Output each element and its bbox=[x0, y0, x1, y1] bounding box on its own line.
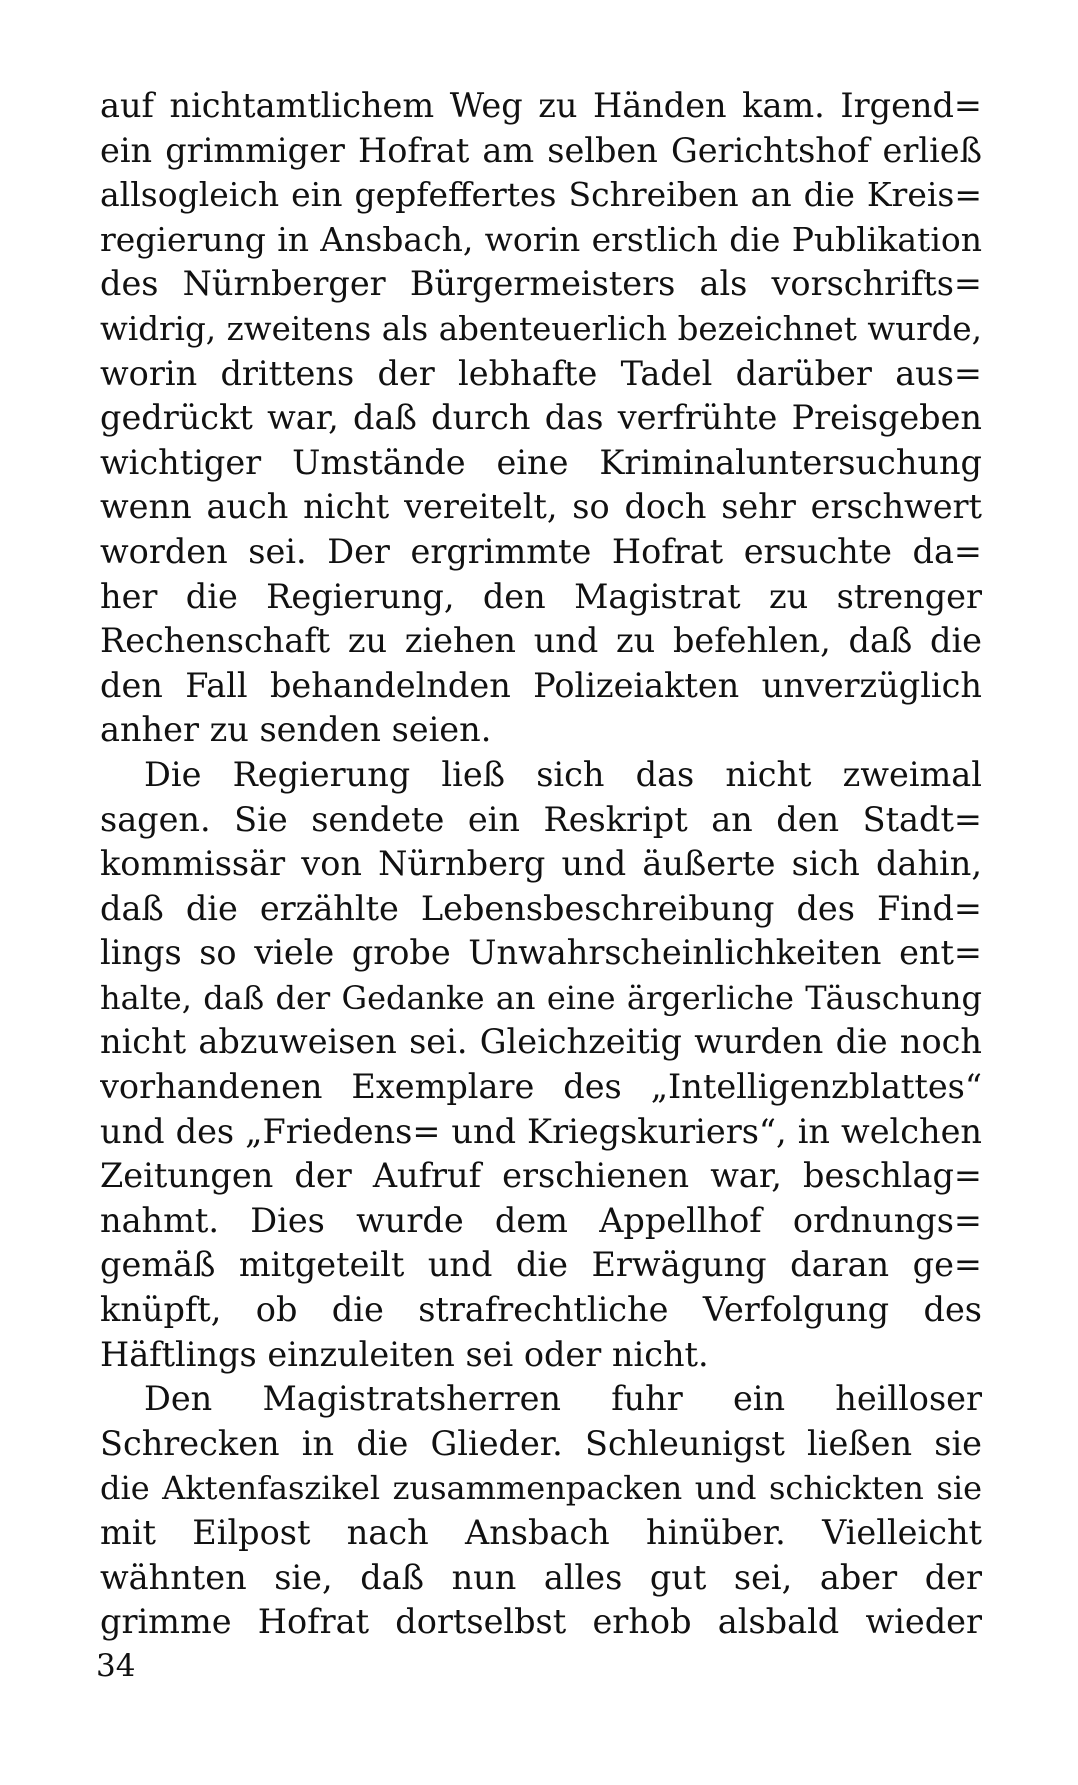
text-line: wichtiger Umstände eine Kriminaluntersuchung bbox=[100, 442, 982, 482]
paragraph-2 bbox=[100, 753, 982, 1377]
text-line: worden sei. Der ergrimmte Hofrat ersuchte da= bbox=[100, 531, 982, 571]
text-line: knüpft, ob die strafrechtliche Verfolgung des bbox=[100, 1290, 982, 1330]
text-line: grimme Hofrat dortselbst erhob alsbald wieder bbox=[100, 1602, 982, 1642]
text-line: her die Regierung, den Magistrat zu strenger bbox=[100, 576, 982, 616]
text-line: sagen. Sie sendete ein Reskript an den Stadt= bbox=[100, 799, 982, 839]
text-line: daß die erzählte Lebensbeschreibung des Find= bbox=[100, 888, 982, 928]
text-line: kommissär von Nürnberg und äußerte sich dahin, bbox=[100, 844, 982, 884]
text-line: gemäß mitgeteilt und die Erwägung daran ge= bbox=[100, 1245, 982, 1285]
text-line: des Nürnberger Bürgermeisters als vorschrifts= bbox=[100, 264, 982, 304]
text-line: Den Magistratsherren fuhr ein heilloser bbox=[144, 1379, 982, 1419]
text-line: Rechenschaft zu ziehen und zu befehlen, daß die bbox=[100, 621, 982, 661]
text-line: anher zu senden seien. bbox=[100, 710, 492, 750]
text-line: die Aktenfaszikel zusammenpacken und schickten sie bbox=[100, 1469, 982, 1508]
text-line: den Fall behandelnden Polizeiakten unverzüglich bbox=[100, 665, 982, 705]
text-line: nahmt. Dies wurde dem Appellhof ordnungs= bbox=[100, 1200, 982, 1240]
text-line: Zeitungen der Aufruf erschienen war, beschlag= bbox=[100, 1156, 982, 1196]
text-line: allsogleich ein gepfeffertes Schreiben an die Kreis= bbox=[100, 175, 982, 215]
text-line: halte, daß der Gedanke an eine ärgerliche Täuschung bbox=[100, 978, 982, 1017]
text-line: wenn auch nicht vereitelt, so doch sehr erschwert bbox=[100, 487, 982, 527]
text-line: wähnten sie, daß nun alles gut sei, aber der bbox=[100, 1557, 982, 1597]
text-line: regierung in Ansbach, worin erstlich die Publikation bbox=[100, 219, 982, 259]
text-line: ein grimmiger Hofrat am selben Gerichtshof erließ bbox=[100, 130, 982, 170]
text-line: auf nichtamtlichem Weg zu Händen kam. Irgend= bbox=[100, 86, 982, 125]
page-number: 34 bbox=[96, 1648, 136, 1684]
text-line: vorhandenen Exemplare des „Intelligenzblattes“ bbox=[100, 1067, 982, 1107]
text-line: mit Eilpost nach Ansbach hinüber. Vielleicht bbox=[100, 1513, 982, 1552]
text-line: und des „Friedens= und Kriegskuriers“, in welchen bbox=[100, 1111, 982, 1151]
paragraph-1 bbox=[100, 84, 982, 753]
text-line: gedrückt war, daß durch das verfrühte Preisgeben bbox=[100, 398, 982, 438]
text-line: Schrecken in die Glieder. Schleunigst ließen sie bbox=[100, 1423, 982, 1463]
text-line: Häftlings einzuleiten sei oder nicht. bbox=[100, 1334, 709, 1374]
text-line: Die Regierung ließ sich das nicht zweimal bbox=[144, 754, 982, 794]
text-line: widrig, zweitens als abenteuerlich bezeichnet wurde, bbox=[100, 309, 982, 348]
paragraph-3 bbox=[100, 1377, 982, 1645]
text-line: worin drittens der lebhafte Tadel darüber aus= bbox=[100, 353, 982, 393]
text-line: lings so viele grobe Unwahrscheinlichkeiten ent= bbox=[100, 933, 982, 973]
text-line: nicht abzuweisen sei. Gleichzeitig wurden die noch bbox=[100, 1022, 982, 1062]
page-body-text bbox=[100, 84, 982, 1645]
